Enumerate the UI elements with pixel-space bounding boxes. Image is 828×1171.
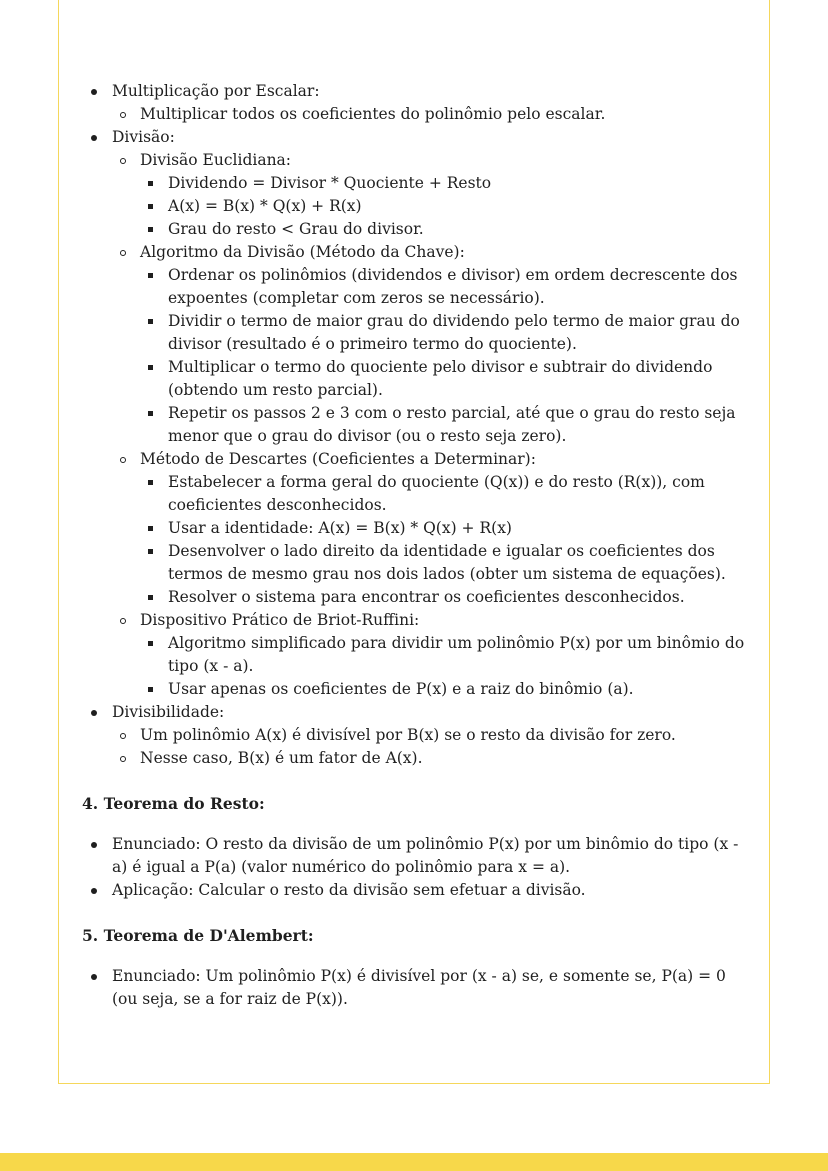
list-item — [140, 218, 750, 241]
item-text: Estabelecer a forma geral do quociente (Q(x)) e do resto (R(x)), com coeficientes desconhecidos. — [168, 473, 705, 514]
list-item — [82, 879, 750, 902]
item-text: Repetir os passos 2 e 3 com o resto parcial, até que o grau do resto seja menor que o grau do divisor (ou o resto seja zero). — [168, 404, 736, 445]
list-item — [140, 356, 750, 402]
item-divisao: Divisão: — [112, 128, 175, 146]
footer-band — [0, 1153, 828, 1171]
item-divisao-euclidiana: Divisão Euclidiana: — [140, 151, 292, 169]
list-item — [140, 586, 750, 609]
list-item — [140, 172, 750, 195]
item-multiplicacao: Multiplicação por Escalar: — [112, 82, 320, 100]
teorema-resto-list — [82, 833, 750, 902]
item-text: Algoritmo simplificado para dividir um polinômio P(x) por um binômio do tipo (x - a). — [168, 634, 745, 675]
item-text: Um polinômio A(x) é divisível por B(x) se o resto da divisão for zero. — [140, 726, 676, 744]
list-item — [140, 264, 750, 310]
item-text: Ordenar os polinômios (dividendos e divisor) em ordem decrescente dos expoentes (completar com zeros se necessário). — [168, 266, 738, 307]
item-text: Desenvolver o lado direito da identidade e igualar os coeficientes dos termos de mesmo grau nos dois lados (obter um sistema de equações). — [168, 542, 726, 583]
item-text: A(x) = B(x) * Q(x) + R(x) — [168, 197, 362, 215]
item-text: Dividendo = Divisor * Quociente + Resto — [168, 174, 492, 192]
list-item — [140, 632, 750, 678]
list-item — [112, 149, 750, 241]
operations-list — [82, 80, 750, 770]
item-text: Enunciado: Um polinômio P(x) é divisível por (x - a) se, e somente se, P(a) = 0 (ou seja, se a for raiz de P(x)). — [112, 967, 726, 1008]
list-item — [140, 540, 750, 586]
section-heading-teorema-resto: 4. Teorema do Resto: — [82, 794, 265, 813]
list-item — [140, 471, 750, 517]
item-text: Grau do resto < Grau do divisor. — [168, 220, 424, 238]
list-item — [112, 448, 750, 609]
list-item — [82, 80, 750, 126]
list-item — [140, 517, 750, 540]
item-text: Usar apenas os coeficientes de P(x) e a raiz do binômio (a). — [168, 680, 634, 698]
list-item — [140, 195, 750, 218]
item-text: Multiplicar todos os coeficientes do polinômio pelo escalar. — [140, 105, 606, 123]
item-text: Aplicação: Calcular o resto da divisão sem efetuar a divisão. — [112, 881, 586, 899]
dalembert-list — [82, 965, 750, 1011]
section-heading-dalembert: 5. Teorema de D'Alembert: — [82, 926, 314, 945]
item-text: Usar a identidade: A(x) = B(x) * Q(x) + R(x) — [168, 519, 512, 537]
item-algoritmo-divisao: Algoritmo da Divisão (Método da Chave): — [140, 243, 465, 261]
item-text: Dividir o termo de maior grau do dividendo pelo termo de maior grau do divisor (resultado é o primeiro termo do quociente). — [168, 312, 740, 353]
document-content — [82, 80, 750, 1011]
list-item — [82, 701, 750, 770]
list-item — [112, 103, 750, 126]
list-item — [140, 310, 750, 356]
list-item — [82, 833, 750, 879]
list-item — [112, 241, 750, 448]
list-item — [82, 965, 750, 1011]
list-item — [112, 724, 750, 747]
item-briot-ruffini: Dispositivo Prático de Briot-Ruffini: — [140, 611, 420, 629]
list-item — [112, 609, 750, 701]
item-divisibilidade: Divisibilidade: — [112, 703, 225, 721]
item-text: Enunciado: O resto da divisão de um polinômio P(x) por um binômio do tipo (x - a) é igual a P(a) (valor numérico do polinômio para x = a). — [112, 835, 739, 876]
item-text: Nesse caso, B(x) é um fator de A(x). — [140, 749, 423, 767]
list-item — [82, 126, 750, 701]
item-metodo-descartes: Método de Descartes (Coeficientes a Determinar): — [140, 450, 536, 468]
list-item — [112, 747, 750, 770]
item-text: Multiplicar o termo do quociente pelo divisor e subtrair do dividendo (obtendo um resto parcial). — [168, 358, 713, 399]
item-text: Resolver o sistema para encontrar os coeficientes desconhecidos. — [168, 588, 685, 606]
list-item — [140, 678, 750, 701]
list-item — [140, 402, 750, 448]
